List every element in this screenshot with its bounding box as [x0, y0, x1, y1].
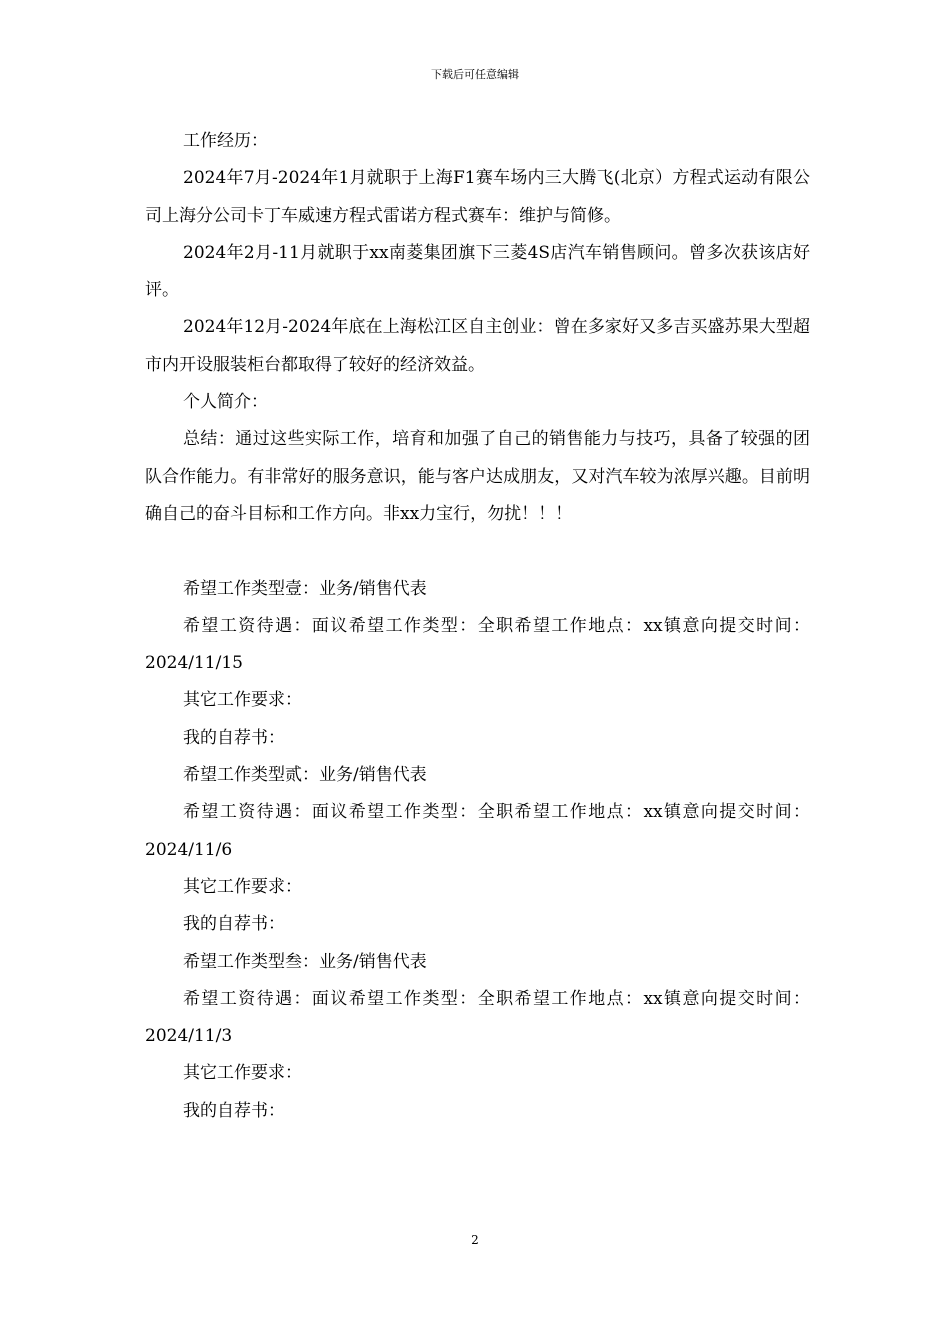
page-number: 2	[471, 1233, 479, 1247]
cover-letter-line: 我的自荐书：	[183, 1100, 285, 1121]
job-details-line: 希望工资待遇：面议希望工作类型：全职希望工作地点：xx镇意向提交时间：2024/11/3	[145, 988, 810, 1047]
job-type-line: 希望工作类型叁：业务/销售代表	[183, 951, 427, 972]
paragraph: 总结：通过这些实际工作，培育和加强了自己的销售能力与技巧，具备了较强的团队合作能力。有非常好的服务意识，能与客户达成朋友，又对汽车较为浓厚兴趣。目前明确自己的奋斗目标和工作方向。非xx力宝行，勿扰！！！	[145, 429, 810, 524]
job-details-line: 希望工资待遇：面议希望工作类型：全职希望工作地点：xx镇意向提交时间：2024/11/15	[145, 615, 810, 674]
paragraph: 2024年2月-11月就职于xx南菱集团旗下三菱4S店汽车销售顾问。曾多次获该店好评。	[145, 242, 810, 301]
cover-letter-line: 我的自荐书：	[183, 914, 285, 935]
section-heading-work-experience: 工作经历：	[183, 131, 268, 151]
other-requirements-line: 其它工作要求：	[183, 876, 302, 897]
other-requirements-line: 其它工作要求：	[183, 690, 302, 711]
other-requirements-line: 其它工作要求：	[183, 1063, 302, 1084]
page-header: 下载后可任意编辑	[431, 68, 519, 81]
job-type-line: 希望工作类型贰：业务/销售代表	[183, 765, 427, 786]
paragraph: 2024年12月-2024年底在上海松江区自主创业：曾在多家好又多吉买盛苏果大型超市内开设服装柜台都取得了较好的经济效益。	[145, 317, 810, 375]
blank-line	[145, 533, 810, 570]
job-type-line: 希望工作类型壹：业务/销售代表	[183, 578, 427, 599]
section-heading-profile: 个人简介：	[183, 392, 268, 413]
cover-letter-line: 我的自荐书：	[183, 727, 285, 748]
document-body	[145, 123, 810, 1130]
paragraph: 2024年7月-2024年1月就职于上海F1赛车场内三大腾飞(北京）方程式运动有限公司上海分公司卡丁车威速方程式雷诺方程式赛车：维护与简修。	[145, 168, 810, 226]
job-details-line: 希望工资待遇：面议希望工作类型：全职希望工作地点：xx镇意向提交时间：2024/11/6	[145, 802, 810, 860]
